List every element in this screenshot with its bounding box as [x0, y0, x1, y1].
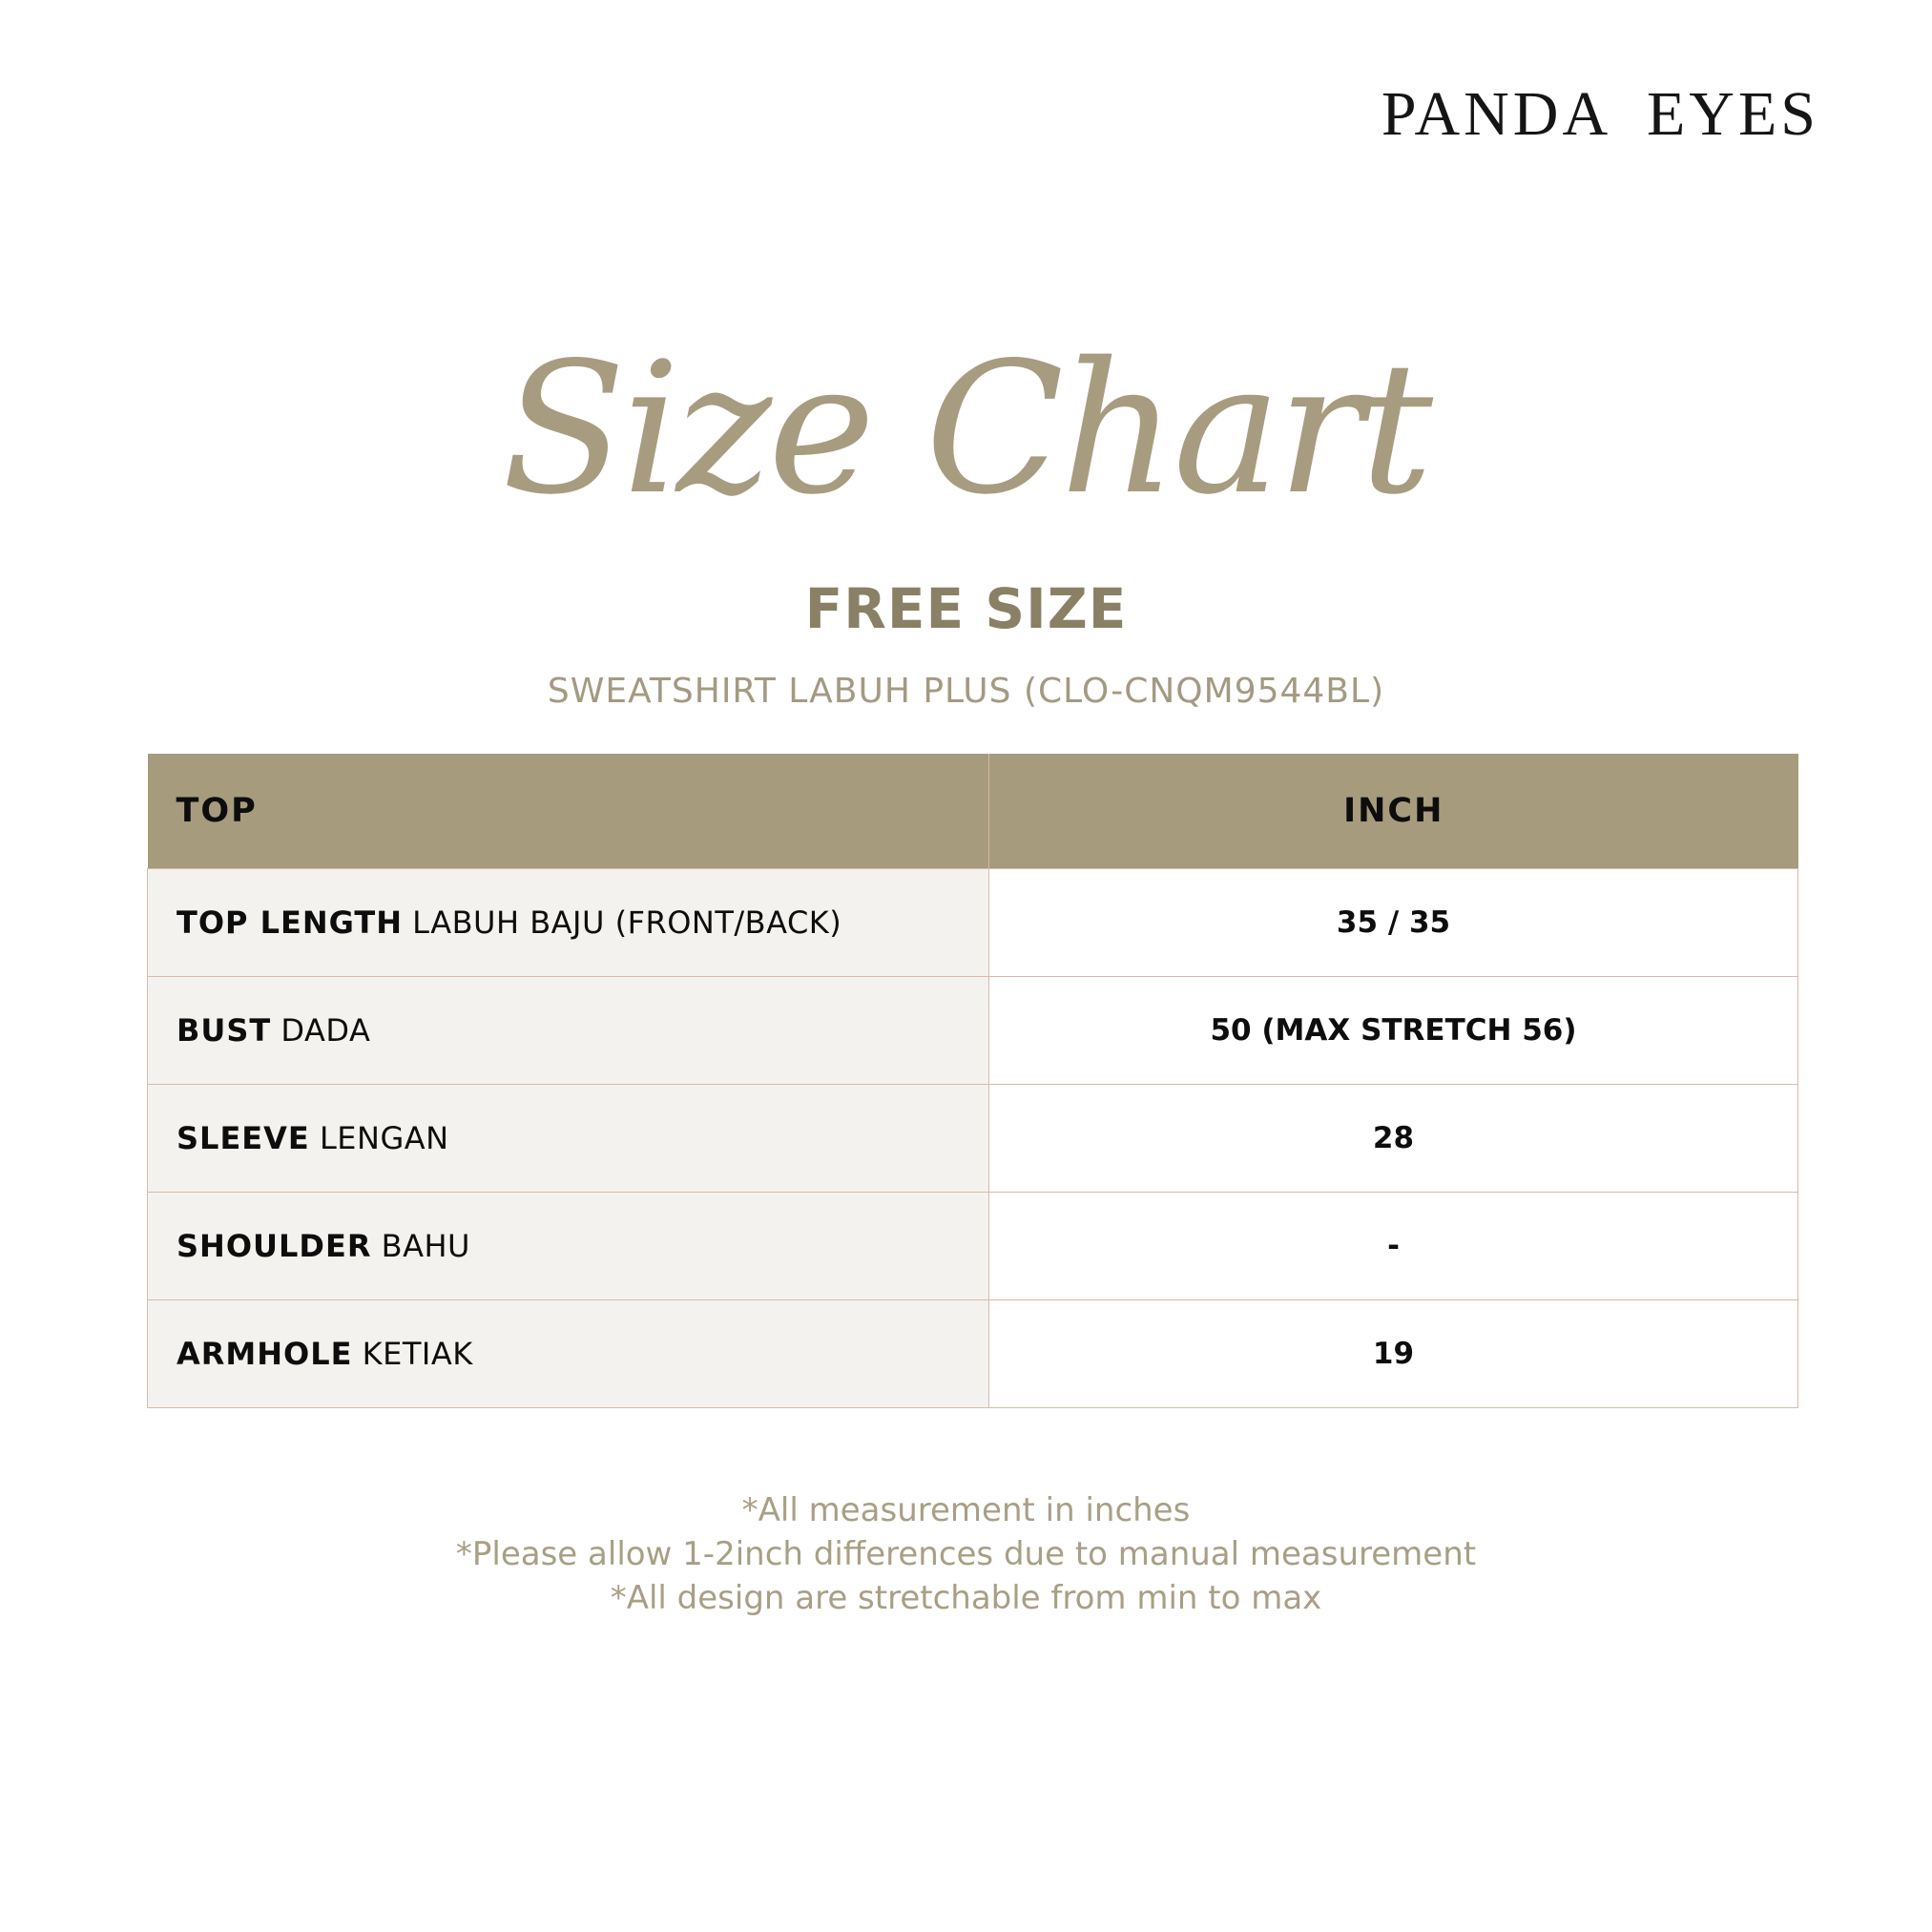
table-row	[148, 1193, 1798, 1300]
table-row	[148, 869, 1798, 977]
label-english: BUST	[177, 1012, 272, 1049]
measurement-notes	[0, 1488, 1932, 1620]
table-header-row	[148, 754, 1798, 869]
row-value: 19	[989, 1300, 1798, 1408]
label-english: SHOULDER	[177, 1228, 372, 1264]
note-line: *All measurement in inches	[741, 1491, 1191, 1529]
row-label	[148, 977, 989, 1085]
label-english: TOP LENGTH	[177, 904, 403, 941]
product-subtitle: SWEATSHIRT LABUH PLUS (CLO-CNQM9544BL)	[547, 672, 1385, 711]
row-value: 35 / 35	[989, 869, 1798, 977]
label-malay: LENGAN	[319, 1120, 449, 1156]
header-top: TOP	[148, 754, 989, 869]
row-label	[148, 869, 989, 977]
label-english: SLEEVE	[177, 1120, 310, 1156]
row-value: 28	[989, 1085, 1798, 1193]
script-title-text: Size Chart	[501, 323, 1430, 534]
row-value: -	[989, 1193, 1798, 1300]
table-row	[148, 1085, 1798, 1193]
label-malay: KETIAK	[362, 1336, 473, 1372]
row-label	[148, 1300, 989, 1408]
brand-logo: PANDA EYES	[1381, 79, 1819, 149]
label-english: ARMHOLE	[177, 1336, 353, 1372]
row-label	[148, 1085, 989, 1193]
row-value: 50 (MAX STRETCH 56)	[989, 977, 1798, 1085]
size-heading: FREE SIZE	[804, 576, 1128, 641]
label-malay: LABUH BAJU (FRONT/BACK)	[412, 904, 842, 941]
header-inch: INCH	[989, 754, 1798, 869]
label-malay: BAHU	[381, 1228, 470, 1264]
size-table	[147, 754, 1798, 1408]
table-row	[148, 977, 1798, 1085]
table-row	[148, 1300, 1798, 1408]
row-label	[148, 1193, 989, 1300]
note-line: *Please allow 1-2inch differences due to manual measurement	[455, 1535, 1477, 1573]
note-line: *All design are stretchable from min to max	[610, 1579, 1322, 1617]
script-title	[0, 315, 1932, 582]
label-malay: DADA	[280, 1012, 371, 1049]
